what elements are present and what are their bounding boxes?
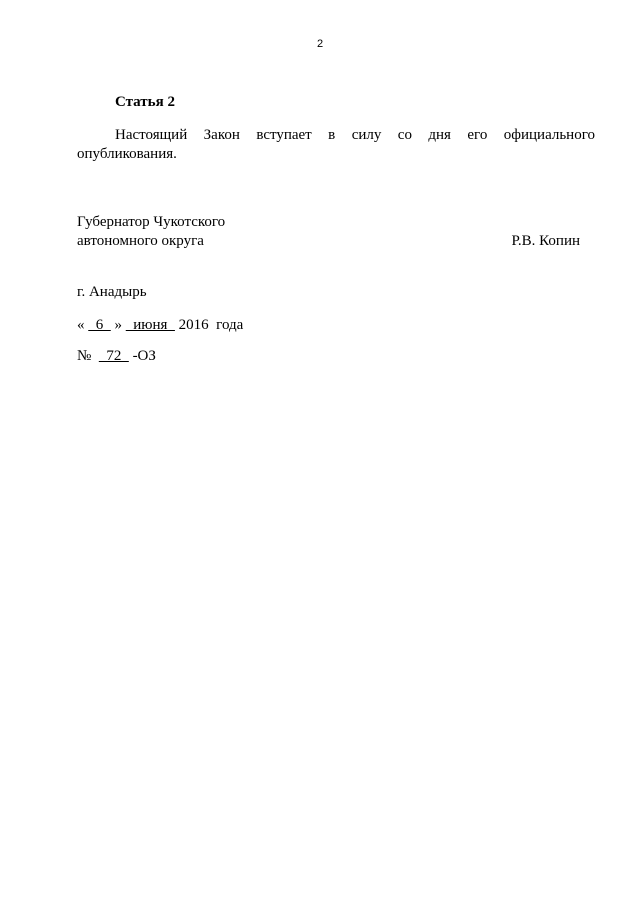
article-body	[77, 126, 595, 164]
article-heading: Статья 2	[115, 94, 175, 110]
article-body-line-1: Настоящий Закон вступает в силу со дня его официального	[115, 127, 595, 143]
date-close-quote: »	[114, 317, 122, 333]
signature-row	[77, 232, 580, 251]
date-year: 2016	[178, 317, 209, 333]
law-number-suffix: -ОЗ	[132, 348, 156, 364]
date-open-quote: «	[77, 317, 85, 333]
signatory-name: Р.В. Копин	[511, 233, 580, 249]
article-body-line-2: опубликования.	[77, 146, 177, 162]
signatory-title-line-1: Губернатор Чукотского	[77, 214, 226, 230]
signing-date	[77, 317, 243, 334]
law-number-value: 72	[98, 348, 129, 364]
signatory-title-line-2: автономного округа	[77, 233, 204, 249]
page-number: 2	[316, 38, 324, 50]
place-of-signing: г. Анадырь	[77, 284, 147, 300]
date-day: 6	[88, 317, 111, 333]
law-number	[77, 348, 156, 365]
date-suffix: года	[216, 317, 244, 333]
date-month: июня	[125, 317, 175, 333]
signature-block	[77, 213, 580, 251]
number-sign: №	[77, 348, 92, 364]
